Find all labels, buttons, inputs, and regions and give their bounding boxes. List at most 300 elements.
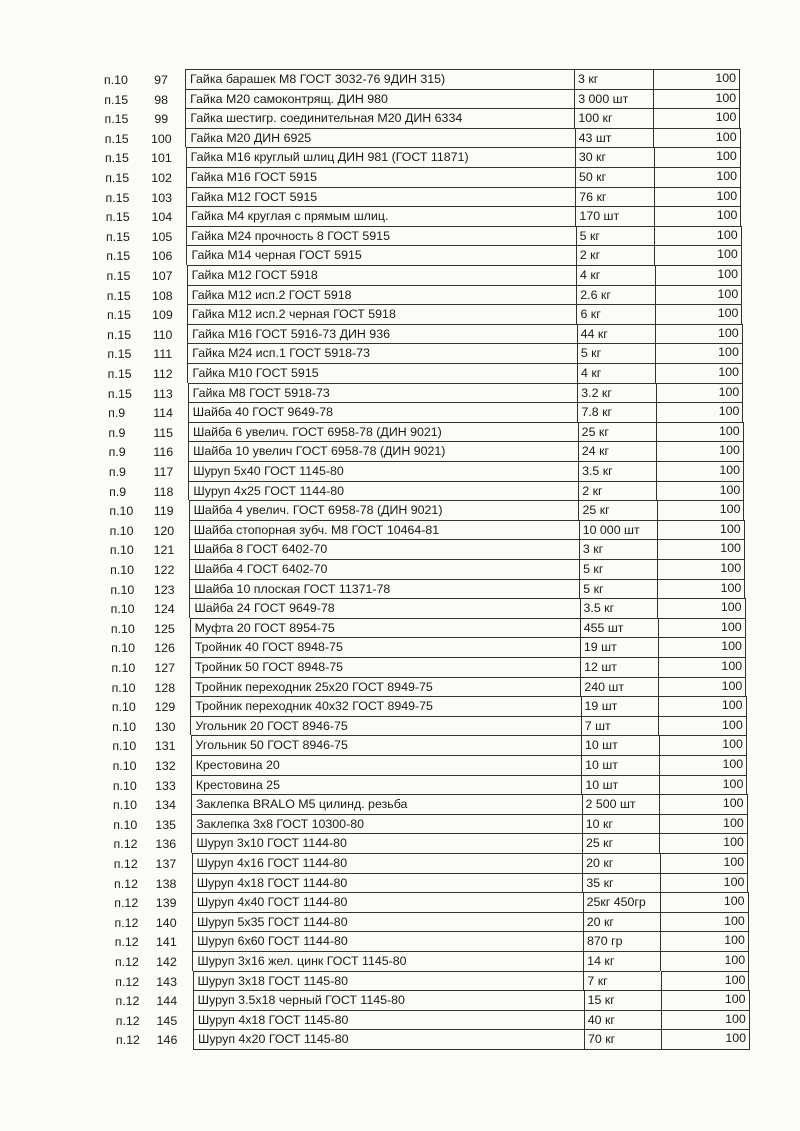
item-number: 125 bbox=[154, 621, 175, 636]
section-ref: п.9 bbox=[108, 406, 126, 421]
item-description: Шуруп 4х20 ГОСТ 1145-80 bbox=[193, 1029, 584, 1049]
item-number: 133 bbox=[155, 778, 176, 793]
item-description: Гайка М16 круглый шлиц ДИН 981 (ГОСТ 11871) bbox=[186, 147, 575, 167]
section-ref: п.15 bbox=[106, 249, 131, 264]
section-ref: п.12 bbox=[115, 955, 139, 969]
item-quantity: 10 шт bbox=[581, 735, 659, 755]
item-number: 128 bbox=[154, 680, 176, 695]
item-price: 100 bbox=[660, 951, 749, 971]
table-row bbox=[0, 853, 800, 873]
section-ref: п.10 bbox=[111, 641, 136, 656]
item-quantity: 4 кг bbox=[576, 265, 655, 285]
section-ref: п.12 bbox=[115, 974, 140, 989]
item-description: Гайка барашек М8 ГОСТ 3032-76 9ДИН 315) bbox=[185, 69, 574, 89]
table-row bbox=[0, 108, 800, 128]
section-ref: п.15 bbox=[105, 190, 130, 205]
section-ref: п.10 bbox=[111, 680, 136, 695]
item-description: Тройник 40 ГОСТ 8948-75 bbox=[190, 637, 580, 657]
table-row bbox=[0, 814, 800, 834]
item-price: 100 bbox=[657, 539, 745, 559]
section-ref: п.15 bbox=[104, 151, 129, 166]
section-ref: п.15 bbox=[105, 229, 130, 244]
item-number: 129 bbox=[154, 700, 176, 715]
item-description: Шуруп 5х35 ГОСТ 1144-80 bbox=[192, 912, 583, 932]
item-description: Шайба 10 плоская ГОСТ 11371-78 bbox=[189, 579, 579, 599]
item-price: 100 bbox=[654, 147, 741, 167]
table-row bbox=[0, 69, 800, 89]
item-description: Шайба 24 ГОСТ 9649-78 bbox=[189, 598, 579, 618]
item-number: 109 bbox=[152, 308, 173, 323]
item-description: Гайка М12 ГОСТ 5918 bbox=[187, 265, 576, 285]
item-number: 122 bbox=[153, 563, 175, 577]
item-description: Гайка М8 ГОСТ 5918-73 bbox=[188, 383, 578, 403]
table-row bbox=[0, 677, 800, 697]
section-ref: п.15 bbox=[104, 92, 129, 107]
item-price: 100 bbox=[655, 343, 743, 363]
item-quantity: 5 кг bbox=[579, 579, 657, 599]
section-ref: п.15 bbox=[104, 131, 129, 146]
item-description: Гайка М12 исп.2 черная ГОСТ 5918 bbox=[187, 304, 576, 324]
section-ref: п.10 bbox=[109, 543, 134, 558]
table-row bbox=[0, 89, 800, 109]
table-row bbox=[0, 539, 800, 559]
item-description: Шайба 40 ГОСТ 9649-78 bbox=[188, 402, 578, 422]
item-quantity: 4 кг bbox=[577, 363, 655, 383]
item-description: Шуруп 3х18 ГОСТ 1145-80 bbox=[193, 971, 584, 991]
item-price: 100 bbox=[655, 324, 743, 344]
item-quantity: 3 кг bbox=[574, 69, 653, 89]
item-number: 145 bbox=[156, 1013, 178, 1028]
item-price: 100 bbox=[657, 500, 745, 520]
table-row bbox=[0, 912, 800, 932]
item-quantity: 25 кг bbox=[582, 833, 659, 853]
item-quantity: 3.5 кг bbox=[580, 598, 658, 618]
table-row bbox=[0, 755, 800, 775]
item-number: 97 bbox=[154, 73, 168, 87]
item-quantity: 20 кг bbox=[582, 853, 659, 873]
item-description: Шайба 8 ГОСТ 6402-70 bbox=[189, 539, 579, 559]
item-quantity: 24 кг bbox=[578, 441, 656, 461]
item-description: Тройник 50 ГОСТ 8948-75 bbox=[190, 657, 580, 677]
item-quantity: 100 кг bbox=[574, 108, 653, 128]
item-price: 100 bbox=[661, 971, 750, 991]
item-price: 100 bbox=[656, 461, 744, 481]
item-quantity: 3 кг bbox=[579, 539, 657, 559]
item-description: Шайба 4 ГОСТ 6402-70 bbox=[189, 559, 579, 579]
item-number: 113 bbox=[153, 386, 173, 401]
item-description: Угольник 20 ГОСТ 8946-75 bbox=[190, 716, 580, 736]
item-number: 112 bbox=[152, 367, 173, 381]
item-number: 115 bbox=[153, 425, 174, 440]
item-number: 100 bbox=[151, 131, 172, 146]
table-row bbox=[0, 343, 800, 363]
table-row bbox=[0, 598, 800, 618]
item-price: 100 bbox=[659, 833, 748, 853]
item-description: Шайба 10 увелич ГОСТ 6958-78 (ДИН 9021) bbox=[188, 441, 578, 461]
item-price: 100 bbox=[659, 775, 747, 795]
table-row bbox=[0, 147, 800, 167]
item-price: 100 bbox=[655, 363, 743, 383]
item-price: 100 bbox=[653, 108, 740, 128]
item-price: 100 bbox=[658, 716, 746, 736]
item-description: Шуруп 3.5х18 черный ГОСТ 1145-80 bbox=[193, 990, 584, 1010]
item-price: 100 bbox=[654, 245, 741, 265]
table-row bbox=[0, 618, 800, 638]
section-ref: п.15 bbox=[107, 386, 132, 401]
item-number: 102 bbox=[151, 171, 172, 185]
item-number: 127 bbox=[154, 661, 176, 675]
item-description: Шуруп 4х25 ГОСТ 1144-80 bbox=[188, 481, 578, 501]
section-ref: п.10 bbox=[110, 582, 135, 597]
item-quantity: 15 кг bbox=[584, 990, 661, 1010]
section-ref: п.10 bbox=[111, 700, 136, 715]
table-row bbox=[0, 794, 800, 814]
item-quantity: 2 500 шт bbox=[582, 794, 659, 814]
item-description: Гайка М12 исп.2 ГОСТ 5918 bbox=[187, 285, 576, 305]
item-quantity: 5 кг bbox=[576, 226, 655, 246]
item-quantity: 43 шт bbox=[575, 128, 654, 148]
item-number: 146 bbox=[156, 1033, 178, 1048]
table-row bbox=[0, 285, 800, 305]
item-number: 111 bbox=[153, 347, 173, 362]
item-quantity: 10 шт bbox=[581, 775, 659, 795]
item-description: Гайка шестигр. соединительная М20 ДИН 6334 bbox=[185, 108, 574, 128]
section-ref: п.10 bbox=[110, 602, 135, 617]
table-row bbox=[0, 657, 800, 677]
table-row bbox=[0, 481, 800, 501]
section-ref: п.15 bbox=[105, 210, 130, 225]
section-ref: п.9 bbox=[108, 465, 126, 479]
section-ref: п.12 bbox=[116, 1033, 140, 1048]
table-row bbox=[0, 696, 800, 716]
item-quantity: 2 кг bbox=[578, 481, 656, 501]
item-description: Гайка М4 круглая с прямым шлиц. bbox=[186, 206, 575, 226]
table-row bbox=[0, 1029, 800, 1049]
item-price: 100 bbox=[658, 696, 746, 716]
item-price: 100 bbox=[660, 892, 749, 912]
item-description: Тройник переходник 40х32 ГОСТ 8949-75 bbox=[190, 696, 580, 716]
item-number: 98 bbox=[154, 92, 168, 107]
item-price: 100 bbox=[654, 206, 741, 226]
table-row bbox=[0, 265, 800, 285]
item-description: Гайка М24 прочность 8 ГОСТ 5915 bbox=[186, 226, 575, 246]
item-number: 130 bbox=[154, 719, 176, 734]
item-description: Заклепка BRALO M5 цилинд. резьба bbox=[191, 794, 582, 814]
table-row bbox=[0, 383, 800, 403]
item-price: 100 bbox=[653, 89, 740, 109]
item-description: Шуруп 5х40 ГОСТ 1145-80 bbox=[188, 461, 578, 481]
table-row bbox=[0, 324, 800, 344]
table-row bbox=[0, 226, 800, 246]
item-price: 100 bbox=[658, 677, 746, 697]
item-description: Гайка М14 черная ГОСТ 5915 bbox=[186, 245, 575, 265]
item-quantity: 3.2 кг bbox=[577, 383, 655, 403]
table-row bbox=[0, 402, 800, 422]
section-ref: п.10 bbox=[112, 739, 137, 754]
section-ref: п.15 bbox=[107, 347, 132, 362]
item-quantity: 5 кг bbox=[579, 559, 657, 579]
item-quantity: 2 кг bbox=[576, 245, 655, 265]
table-row bbox=[0, 579, 800, 599]
item-quantity: 19 шт bbox=[580, 637, 658, 657]
item-number: 136 bbox=[155, 837, 177, 852]
item-number: 140 bbox=[155, 915, 177, 930]
item-quantity: 25 кг bbox=[578, 422, 656, 442]
item-quantity: 50 кг bbox=[575, 167, 654, 187]
item-quantity: 70 кг bbox=[584, 1029, 661, 1049]
table-row bbox=[0, 441, 800, 461]
item-price: 100 bbox=[659, 794, 748, 814]
item-description: Муфта 20 ГОСТ 8954-75 bbox=[190, 618, 580, 638]
item-description: Шайба 4 увелич. ГОСТ 6958-78 (ДИН 9021) bbox=[189, 500, 579, 520]
section-ref: п.15 bbox=[105, 171, 130, 185]
section-ref: п.15 bbox=[107, 327, 132, 342]
item-quantity: 20 кг bbox=[583, 912, 660, 932]
item-price: 100 bbox=[661, 990, 750, 1010]
item-quantity: 19 шт bbox=[581, 696, 659, 716]
item-number: 143 bbox=[156, 974, 177, 989]
section-ref: п.10 bbox=[112, 759, 137, 773]
section-ref: п.10 bbox=[110, 621, 135, 636]
item-number: 106 bbox=[151, 249, 173, 264]
section-ref: п.10 bbox=[113, 798, 137, 813]
item-number: 141 bbox=[156, 935, 177, 950]
item-quantity: 240 шт bbox=[580, 677, 658, 697]
table-row bbox=[0, 128, 800, 148]
section-ref: п.12 bbox=[115, 1013, 140, 1028]
table-row bbox=[0, 833, 800, 853]
item-quantity: 3 000 шт bbox=[574, 89, 653, 109]
table-bottom-border bbox=[193, 1049, 750, 1050]
section-ref: п.15 bbox=[107, 367, 132, 381]
item-description: Гайка М10 ГОСТ 5915 bbox=[187, 363, 577, 383]
item-price: 100 bbox=[653, 128, 740, 148]
item-quantity: 30 кг bbox=[575, 147, 654, 167]
section-ref: п.10 bbox=[109, 523, 134, 538]
item-price: 100 bbox=[656, 383, 744, 403]
item-number: 134 bbox=[155, 798, 176, 813]
item-description: Гайка М16 ГОСТ 5915 bbox=[186, 167, 575, 187]
item-number: 119 bbox=[153, 504, 174, 519]
item-price: 100 bbox=[654, 226, 741, 246]
table-row bbox=[0, 951, 800, 971]
item-number: 116 bbox=[153, 445, 174, 460]
item-description: Шуруп 4х16 ГОСТ 1144-80 bbox=[192, 853, 583, 873]
item-quantity: 76 кг bbox=[575, 187, 654, 207]
item-price: 100 bbox=[656, 422, 744, 442]
item-quantity: 7 кг bbox=[583, 971, 660, 991]
table-row bbox=[0, 520, 800, 540]
item-quantity: 2.6 кг bbox=[576, 285, 655, 305]
item-price: 100 bbox=[653, 69, 740, 89]
item-price: 100 bbox=[660, 931, 749, 951]
item-description: Гайка М24 исп.1 ГОСТ 5918-73 bbox=[187, 343, 577, 363]
table-row bbox=[0, 559, 800, 579]
item-number: 132 bbox=[154, 759, 176, 773]
item-description: Тройник переходник 25х20 ГОСТ 8949-75 bbox=[190, 677, 580, 697]
item-price: 100 bbox=[657, 579, 745, 599]
item-price: 100 bbox=[661, 1010, 750, 1030]
table-row bbox=[0, 187, 800, 207]
item-price: 100 bbox=[660, 912, 749, 932]
item-price: 100 bbox=[656, 402, 744, 422]
item-quantity: 455 шт bbox=[580, 618, 658, 638]
item-number: 124 bbox=[153, 602, 175, 617]
table-row bbox=[0, 637, 800, 657]
item-number: 99 bbox=[154, 112, 169, 127]
item-quantity: 44 кг bbox=[577, 324, 655, 344]
section-ref: п.12 bbox=[114, 896, 139, 911]
item-price: 100 bbox=[659, 735, 747, 755]
item-quantity: 25 кг bbox=[578, 500, 656, 520]
table-row bbox=[0, 892, 800, 912]
item-price: 100 bbox=[660, 873, 749, 893]
table-row bbox=[0, 500, 800, 520]
item-number: 131 bbox=[154, 739, 176, 754]
item-number: 142 bbox=[156, 955, 177, 969]
item-description: Крестовина 20 bbox=[191, 755, 581, 775]
item-number: 107 bbox=[151, 269, 173, 283]
item-description: Гайка М12 ГОСТ 5915 bbox=[186, 187, 575, 207]
section-ref: п.10 bbox=[109, 504, 134, 519]
item-number: 110 bbox=[152, 327, 173, 342]
item-number: 123 bbox=[153, 582, 175, 597]
item-description: Шуруп 6х60 ГОСТ 1144-80 bbox=[192, 931, 583, 951]
section-ref: п.10 bbox=[112, 778, 137, 793]
item-description: Угольник 50 ГОСТ 8946-75 bbox=[191, 735, 581, 755]
item-price: 100 bbox=[659, 814, 748, 834]
item-description: Шайба 6 увелич. ГОСТ 6958-78 (ДИН 9021) bbox=[188, 422, 578, 442]
item-number: 144 bbox=[156, 994, 178, 1009]
item-quantity: 25кг 450гр bbox=[583, 892, 660, 912]
table-row bbox=[0, 363, 800, 383]
item-price: 100 bbox=[654, 167, 741, 187]
item-number: 121 bbox=[153, 543, 175, 558]
table-row bbox=[0, 775, 800, 795]
item-price: 100 bbox=[658, 657, 746, 677]
section-ref: п.10 bbox=[110, 563, 135, 577]
item-description: Шуруп 4х18 ГОСТ 1145-80 bbox=[193, 1010, 584, 1030]
item-quantity: 10 000 шт bbox=[579, 520, 657, 540]
section-ref: п.12 bbox=[113, 837, 138, 852]
item-price: 100 bbox=[657, 559, 745, 579]
section-ref: п.15 bbox=[106, 308, 131, 323]
table-row bbox=[0, 716, 800, 736]
section-ref: п.12 bbox=[113, 857, 138, 871]
item-number: 108 bbox=[152, 288, 173, 303]
item-number: 117 bbox=[153, 465, 174, 479]
item-number: 114 bbox=[153, 406, 173, 421]
table-row bbox=[0, 873, 800, 893]
item-number: 118 bbox=[153, 484, 174, 499]
item-description: Шуруп 4х40 ГОСТ 1144-80 bbox=[192, 892, 583, 912]
item-description: Гайка М20 ДИН 6925 bbox=[185, 128, 574, 148]
item-number: 126 bbox=[154, 641, 175, 656]
section-ref: п.12 bbox=[114, 876, 138, 891]
item-description: Шуруп 3х16 жел. цинк ГОСТ 1145-80 bbox=[192, 951, 583, 971]
section-ref: п.15 bbox=[106, 269, 131, 283]
section-ref: п.10 bbox=[112, 719, 137, 734]
table-row bbox=[0, 931, 800, 951]
table-row bbox=[0, 971, 800, 991]
item-number: 137 bbox=[155, 857, 177, 871]
item-price: 100 bbox=[658, 618, 746, 638]
item-description: Крестовина 25 bbox=[191, 775, 581, 795]
item-price: 100 bbox=[655, 285, 742, 305]
table-row bbox=[0, 461, 800, 481]
section-ref: п.15 bbox=[104, 112, 129, 127]
item-number: 104 bbox=[151, 210, 173, 225]
table-row bbox=[0, 735, 800, 755]
table-row bbox=[0, 1010, 800, 1030]
item-quantity: 10 шт bbox=[581, 755, 659, 775]
section-ref: п.9 bbox=[108, 425, 126, 440]
item-price: 100 bbox=[657, 598, 745, 618]
item-description: Шуруп 3х10 ГОСТ 1144-80 bbox=[191, 833, 582, 853]
item-price: 100 bbox=[656, 441, 744, 461]
item-description: Шуруп 4х18 ГОСТ 1144-80 bbox=[192, 873, 583, 893]
item-quantity: 3.5 кг bbox=[578, 461, 656, 481]
item-quantity: 14 кг bbox=[583, 951, 660, 971]
item-number: 138 bbox=[155, 876, 177, 891]
section-ref: п.10 bbox=[111, 661, 136, 675]
item-price: 100 bbox=[657, 520, 745, 540]
item-description: Гайка М20 самоконтрящ. ДИН 980 bbox=[185, 89, 574, 109]
item-price: 100 bbox=[655, 265, 742, 285]
table-row bbox=[0, 206, 800, 226]
item-number: 101 bbox=[151, 151, 172, 166]
item-quantity: 870 гр bbox=[583, 931, 660, 951]
item-quantity: 6 кг bbox=[576, 304, 655, 324]
item-quantity: 5 кг bbox=[577, 343, 655, 363]
item-description: Заклепка 3х8 ГОСТ 10300-80 bbox=[191, 814, 582, 834]
item-quantity: 35 кг bbox=[582, 873, 659, 893]
item-quantity: 40 кг bbox=[584, 1010, 661, 1030]
table-row bbox=[0, 245, 800, 265]
section-ref: п.9 bbox=[108, 445, 126, 460]
section-ref: п.15 bbox=[106, 288, 131, 303]
section-ref: п.12 bbox=[115, 994, 140, 1009]
item-description: Шайба стопорная зубч. М8 ГОСТ 10464-81 bbox=[189, 520, 579, 540]
item-price: 100 bbox=[654, 187, 741, 207]
item-number: 103 bbox=[151, 190, 173, 205]
section-ref: п.9 bbox=[109, 484, 127, 499]
table-row bbox=[0, 167, 800, 187]
item-quantity: 7.8 кг bbox=[577, 402, 655, 422]
item-number: 135 bbox=[155, 817, 176, 832]
item-quantity: 10 кг bbox=[582, 814, 659, 834]
section-ref: п.10 bbox=[104, 73, 128, 87]
item-price: 100 bbox=[659, 755, 747, 775]
table-row bbox=[0, 990, 800, 1010]
item-description: Гайка М16 ГОСТ 5916-73 ДИН 936 bbox=[187, 324, 577, 344]
item-quantity: 12 шт bbox=[580, 657, 658, 677]
item-number: 139 bbox=[155, 896, 177, 911]
table-row bbox=[0, 422, 800, 442]
table-row bbox=[0, 304, 800, 324]
item-price: 100 bbox=[658, 637, 746, 657]
section-ref: п.10 bbox=[113, 817, 138, 832]
item-price: 100 bbox=[661, 1029, 750, 1049]
item-price: 100 bbox=[660, 853, 749, 873]
item-number: 105 bbox=[151, 229, 173, 244]
item-quantity: 7 шт bbox=[581, 716, 659, 736]
item-price: 100 bbox=[655, 304, 742, 324]
section-ref: п.12 bbox=[114, 935, 139, 950]
item-number: 120 bbox=[153, 523, 175, 538]
section-ref: п.12 bbox=[114, 915, 139, 930]
item-price: 100 bbox=[656, 481, 744, 501]
